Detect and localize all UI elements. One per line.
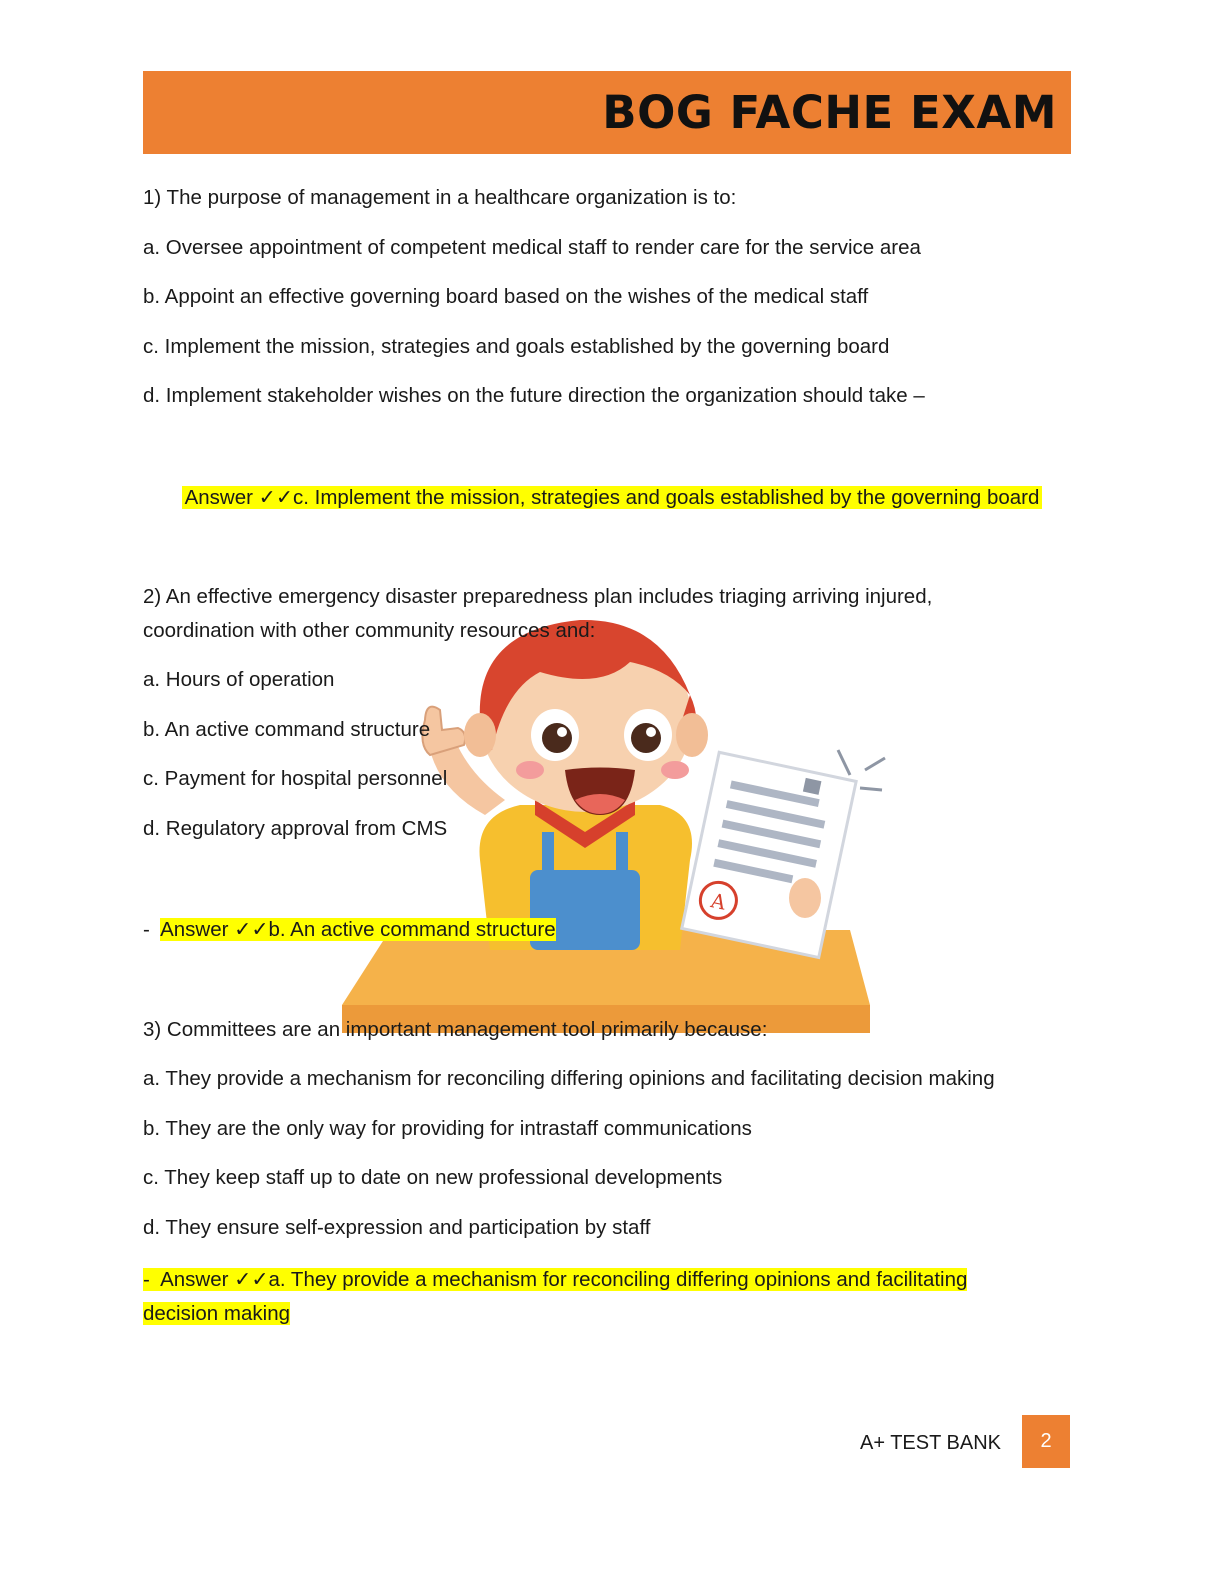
header-band (143, 71, 1071, 154)
question-2-option-b: b. An active command structure (143, 718, 431, 741)
document-title: BOG FACHE EXAM (602, 86, 1057, 139)
question-3-option-c: c. They keep staff up to date on new professional developments (143, 1166, 723, 1189)
question-2-option-c: c. Payment for hospital personnel (143, 767, 448, 790)
footer-label: A+ TEST BANK (860, 1432, 1001, 1454)
question-3-stem: 3) Committees are an important management tool primarily because: (143, 1018, 768, 1041)
question-3-answer-line-2: decision making (143, 1302, 290, 1325)
question-2-option-a: a. Hours of operation (143, 668, 335, 691)
question-2-answer-dash: - (143, 918, 150, 941)
question-1-answer-row (0, 481, 1224, 515)
question-3-option-d: d. They ensure self-expression and participation by staff (143, 1216, 651, 1239)
question-1-option-c: c. Implement the mission, strategies and goals established by the governing board (143, 335, 890, 358)
question-3-answer-continued (143, 1297, 290, 1331)
question-3-option-a: a. They provide a mechanism for reconciling differing opinions and facilitating decision making (143, 1067, 995, 1090)
question-2-option-d: d. Regulatory approval from CMS (143, 817, 448, 840)
question-1-answer: Answer ✓✓c. Implement the mission, strategies and goals established by the governing board (182, 486, 1043, 509)
page-number: 2 (1022, 1415, 1070, 1468)
question-2-answer: Answer ✓✓b. An active command structure (160, 918, 556, 941)
question-2-stem-line-2: coordination with other community resources and: (143, 619, 596, 642)
question-1-stem: 1) The purpose of management in a healthcare organization is to: (143, 186, 737, 209)
question-2-stem-line-1: 2) An effective emergency disaster preparedness plan includes triaging arriving injured, (143, 585, 933, 608)
grade-mark: A (708, 888, 728, 915)
question-1-option-d: d. Implement stakeholder wishes on the future direction the organization should take – (143, 384, 925, 407)
question-3-answer-line-1: Answer ✓✓a. They provide a mechanism for reconciling differing opinions and facilitating (160, 1268, 968, 1291)
question-1-option-a: a. Oversee appointment of competent medical staff to render care for the service area (143, 236, 921, 259)
question-3-option-b: b. They are the only way for providing for intrastaff communications (143, 1117, 752, 1140)
question-3-answer-row (143, 1263, 967, 1297)
question-3-answer-dash: - (143, 1268, 150, 1291)
question-2-answer-row (143, 913, 556, 947)
question-1-option-b: b. Appoint an effective governing board based on the wishes of the medical staff (143, 285, 869, 308)
